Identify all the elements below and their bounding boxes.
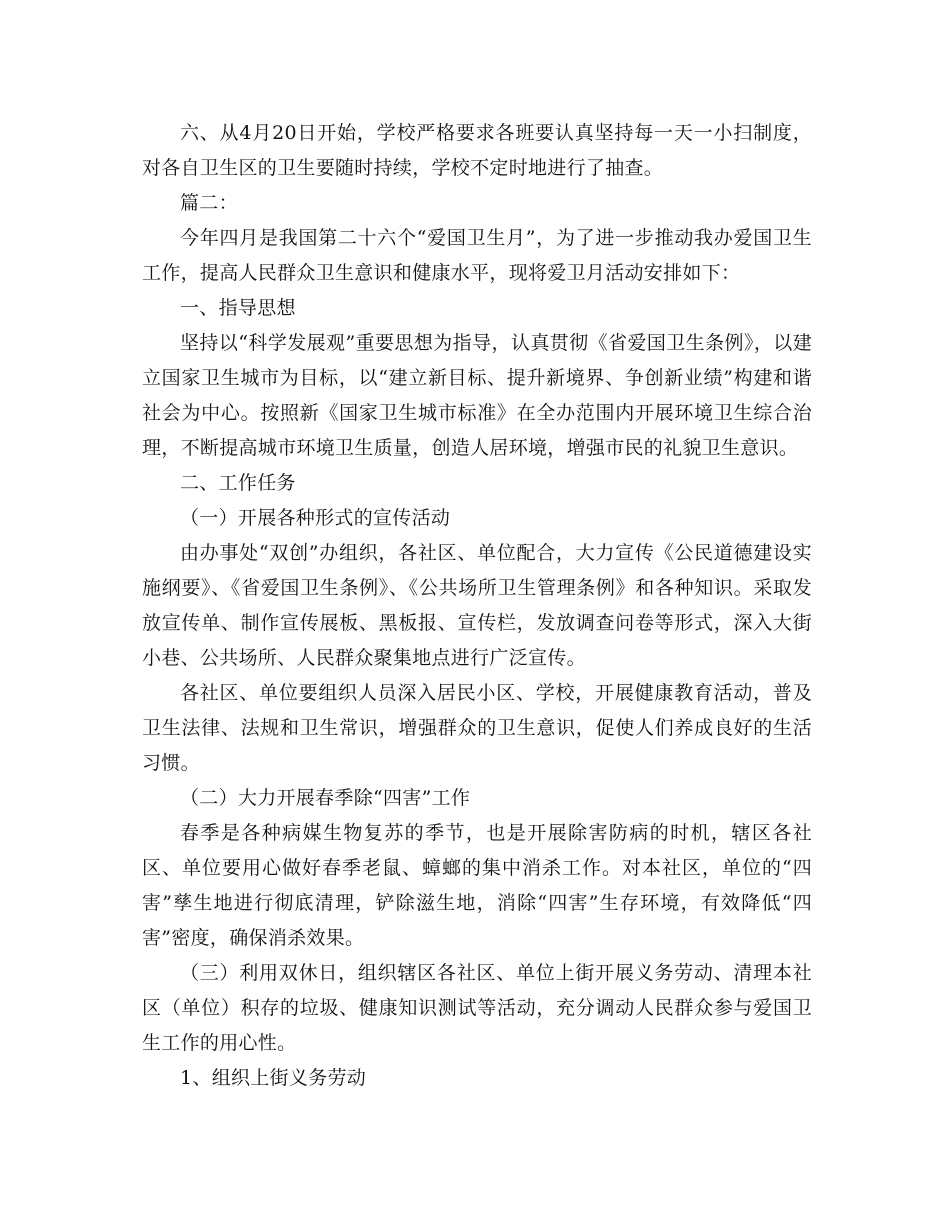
paragraph-weekend-activities: （三）利用双休日，组织辖区各社区、单位上街开展义务劳动、清理本社区（单位）积存的垃圾、健康知识测试等活动，充分调动人民群众参与爱国卫生工作的用心性。 bbox=[142, 962, 812, 1054]
paragraph-intro: 今年四月是我国第二十六个“爱国卫生月”，为了进一步推动我办爱国卫生工作，提高人民群众卫生意识和健康水平，现将爱卫月活动安排如下： bbox=[142, 227, 812, 284]
paragraph-four-pests: 春季是各种病媒生物复苏的季节，也是开展除害防病的时机，辖区各社区、单位要用心做好春季老鼠、蟑螂的集中消杀工作。对本社区，单位的“四害”孳生地进行彻底清理，铲除滋生地，消除“四害”生存环境，有效降低“四害”密度，确保消杀效果。 bbox=[142, 822, 812, 949]
paragraph-publicity: 由办事处“双创”办组织，各社区、单位配合，大力宣传《公民道德建设实施纲要》、《省爱国卫生条例》、《公共场所卫生管理条例》和各种知识。采取发放宣传单、制作宣传展板、黑板报、宣传栏，发放调查问卷等形式，深入大街小巷、公共场所、人民群众聚集地点进行广泛宣传。 bbox=[142, 542, 812, 669]
heading-guiding-ideology: 一、指导思想 bbox=[180, 297, 296, 319]
item-volunteer-labor: 1、组织上街义务劳动 bbox=[180, 1067, 367, 1089]
subheading-four-pests: （二）大力开展春季除“四害”工作 bbox=[180, 787, 471, 809]
section-heading-part-two: 篇二： bbox=[180, 192, 238, 214]
heading-work-tasks: 二、工作任务 bbox=[180, 472, 296, 494]
document-body bbox=[142, 116, 812, 1096]
paragraph-health-education: 各社区、单位要组织人员深入居民小区、学校，开展健康教育活动，普及卫生法律、法规和卫生常识，增强群众的卫生意识，促使人们养成良好的生活习惯。 bbox=[142, 682, 812, 774]
paragraph-guiding-ideology: 坚持以“科学发展观”重要思想为指导，认真贯彻《省爱国卫生条例》，以建立国家卫生城市为目标，以“建立新目标、提升新境界、争创新业绩”构建和谐社会为中心。按照新《国家卫生城市标准》在全办范围内开展环境卫生综合治理，不断提高城市环境卫生质量，创造人居环境，增强市民的礼貌卫生意识。 bbox=[142, 332, 812, 459]
subheading-publicity-activities: （一）开展各种形式的宣传活动 bbox=[180, 507, 451, 529]
paragraph-school-sweeping: 六、从4月20日开始，学校严格要求各班要认真坚持每一天一小扫制度，对各自卫生区的卫生要随时持续，学校不定时地进行了抽查。 bbox=[142, 122, 812, 179]
